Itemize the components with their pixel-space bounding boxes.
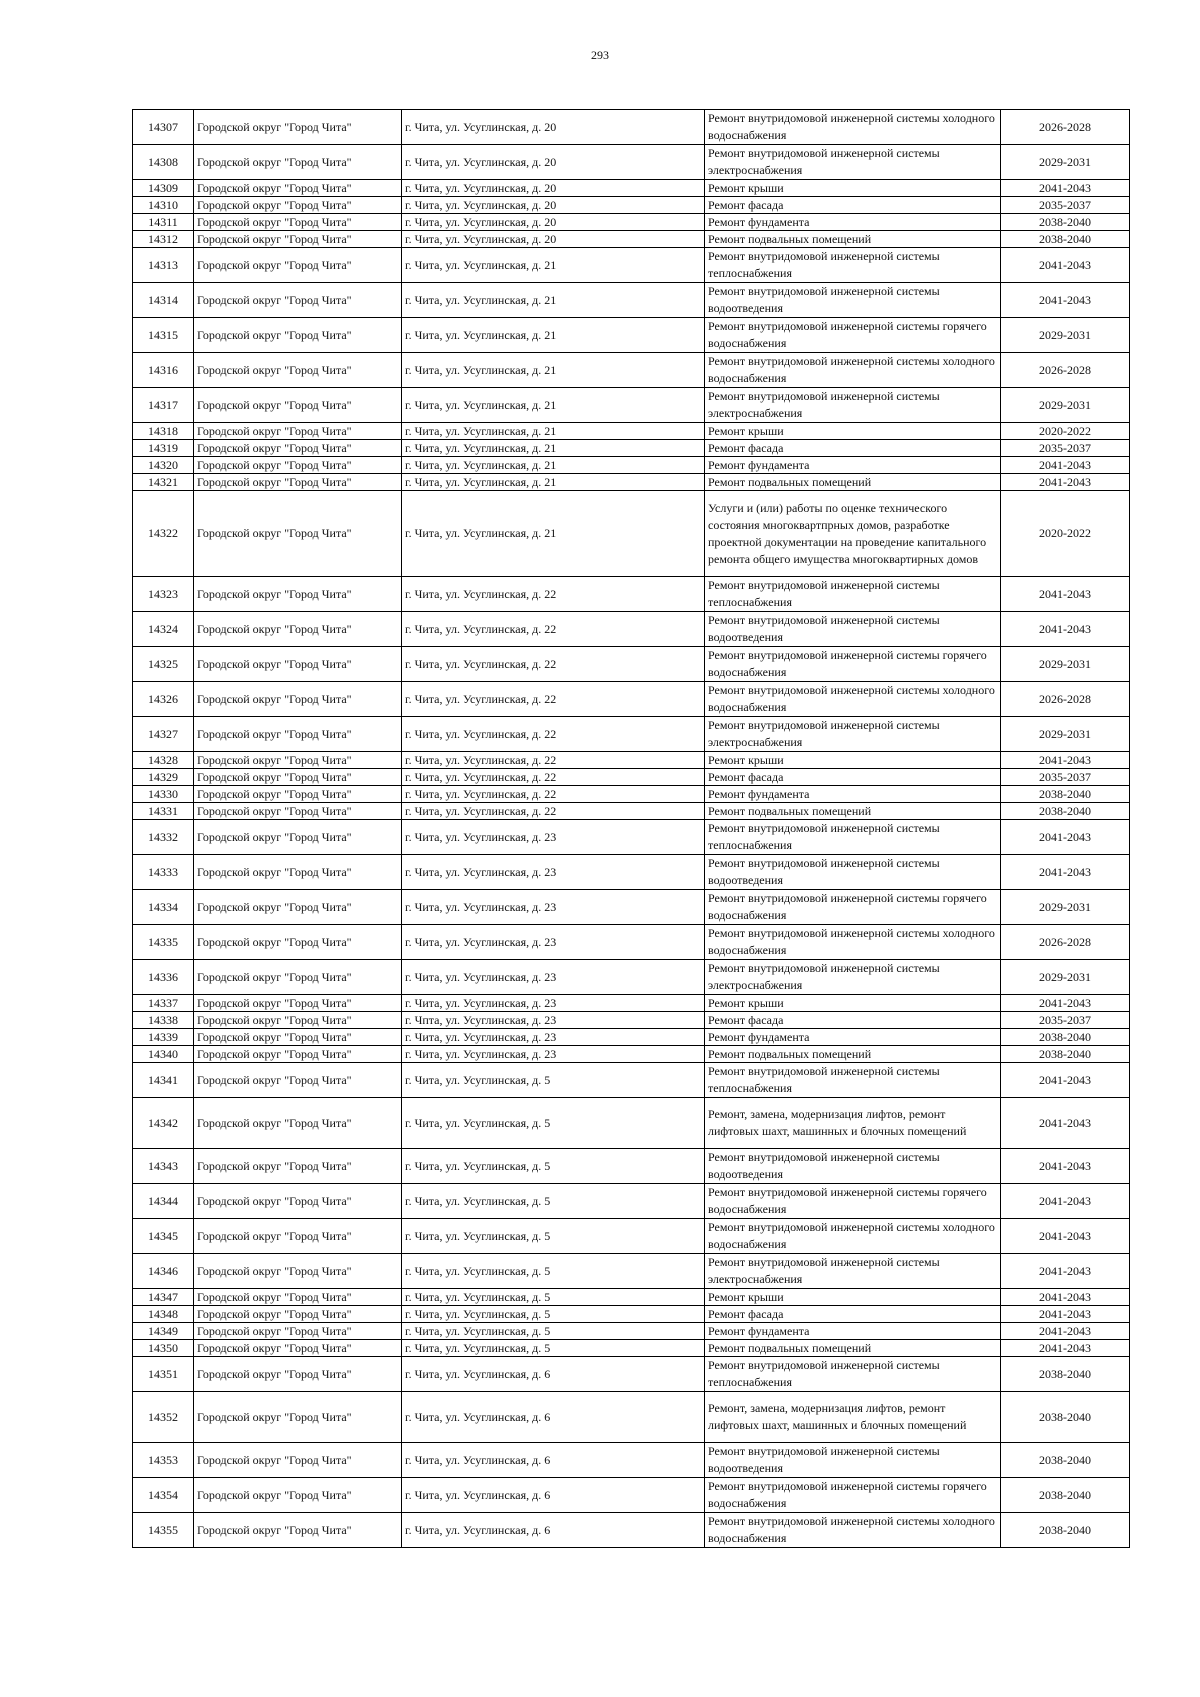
work-type-cell: Ремонт фасада: [705, 197, 1001, 214]
municipality-cell: Городской округ "Город Чита": [194, 647, 402, 682]
table-row: [133, 491, 1130, 577]
table-row: [133, 1513, 1130, 1548]
table-row: [133, 647, 1130, 682]
work-type-cell: Ремонт внутридомовой инженерной системы электроснабжения: [705, 145, 1001, 180]
municipality-cell: Городской округ "Город Чита": [194, 145, 402, 180]
repair-schedule-table: [132, 109, 1130, 1548]
row-number-cell: 14331: [133, 803, 194, 820]
period-cell: 2041-2043: [1001, 1063, 1130, 1098]
period-cell: 2035-2037: [1001, 769, 1130, 786]
work-type-cell: Ремонт фасада: [705, 769, 1001, 786]
municipality-cell: Городской округ "Город Чита": [194, 1149, 402, 1184]
address-cell: г. Чита, ул. Усуглинская, д. 23: [402, 925, 705, 960]
period-cell: 2041-2043: [1001, 248, 1130, 283]
table-row: [133, 1012, 1130, 1029]
row-number-cell: 14318: [133, 423, 194, 440]
table-row: [133, 457, 1130, 474]
address-cell: г. Чита, ул. Усуглинская, д. 20: [402, 145, 705, 180]
address-cell: г. Чита, ул. Усуглинская, д. 21: [402, 283, 705, 318]
work-type-cell: Ремонт внутридомовой инженерной системы водоотведения: [705, 283, 1001, 318]
row-number-cell: 14343: [133, 1149, 194, 1184]
work-type-cell: Ремонт внутридомовой инженерной системы теплоснабжения: [705, 820, 1001, 855]
address-cell: г. Чита, ул. Усуглинская, д. 23: [402, 890, 705, 925]
work-type-cell: Ремонт фундамента: [705, 214, 1001, 231]
table-row: [133, 1340, 1130, 1357]
address-cell: г. Чита, ул. Усуглинская, д. 5: [402, 1063, 705, 1098]
municipality-cell: Городской округ "Город Чита": [194, 180, 402, 197]
work-type-cell: Ремонт внутридомовой инженерной системы водоотведения: [705, 855, 1001, 890]
work-type-cell: Ремонт крыши: [705, 1289, 1001, 1306]
municipality-cell: Городской округ "Город Чита": [194, 577, 402, 612]
row-number-cell: 14321: [133, 474, 194, 491]
table-row: [133, 388, 1130, 423]
work-type-cell: Ремонт фундамента: [705, 457, 1001, 474]
table-row: [133, 1219, 1130, 1254]
municipality-cell: Городской округ "Город Чита": [194, 1392, 402, 1443]
work-type-cell: Ремонт внутридомовой инженерной системы водоотведения: [705, 1443, 1001, 1478]
work-type-cell: Ремонт внутридомовой инженерной системы холодного водоснабжения: [705, 925, 1001, 960]
municipality-cell: Городской округ "Город Чита": [194, 1219, 402, 1254]
table-row: [133, 995, 1130, 1012]
table-row: [133, 960, 1130, 995]
table-row: [133, 925, 1130, 960]
municipality-cell: Городской округ "Город Чита": [194, 1046, 402, 1063]
municipality-cell: Городской округ "Город Чита": [194, 1012, 402, 1029]
row-number-cell: 14333: [133, 855, 194, 890]
row-number-cell: 14312: [133, 231, 194, 248]
address-cell: г. Чита, ул. Усуглинская, д. 20: [402, 180, 705, 197]
address-cell: г. Чита, ул. Усуглинская, д. 21: [402, 474, 705, 491]
municipality-cell: Городской округ "Город Чита": [194, 682, 402, 717]
address-cell: г. Чита, ул. Усуглинская, д. 5: [402, 1184, 705, 1219]
work-type-cell: Ремонт крыши: [705, 995, 1001, 1012]
row-number-cell: 14327: [133, 717, 194, 752]
municipality-cell: Городской округ "Город Чита": [194, 1098, 402, 1149]
address-cell: г. Чита, ул. Усуглинская, д. 22: [402, 752, 705, 769]
table-row: [133, 353, 1130, 388]
row-number-cell: 14350: [133, 1340, 194, 1357]
municipality-cell: Городской округ "Город Чита": [194, 890, 402, 925]
row-number-cell: 14355: [133, 1513, 194, 1548]
row-number-cell: 14347: [133, 1289, 194, 1306]
address-cell: г. Чита, ул. Усуглинская, д. 21: [402, 248, 705, 283]
table-row: [133, 1098, 1130, 1149]
work-type-cell: Ремонт внутридомовой инженерной системы холодного водоснабжения: [705, 110, 1001, 145]
work-type-cell: Ремонт внутридомовой инженерной системы электроснабжения: [705, 1254, 1001, 1289]
work-type-cell: Ремонт подвальных помещений: [705, 1046, 1001, 1063]
address-cell: г. Чита, ул. Усуглинская, д. 21: [402, 388, 705, 423]
municipality-cell: Городской округ "Город Чита": [194, 1289, 402, 1306]
table-row: [133, 1357, 1130, 1392]
page-number: 293: [591, 48, 609, 62]
table-row: [133, 283, 1130, 318]
row-number-cell: 14323: [133, 577, 194, 612]
period-cell: 2041-2043: [1001, 752, 1130, 769]
address-cell: г. Чита, ул. Усуглинская, д. 20: [402, 214, 705, 231]
period-cell: 2035-2037: [1001, 197, 1130, 214]
row-number-cell: 14330: [133, 786, 194, 803]
address-cell: г. Чита, ул. Усуглинская, д. 5: [402, 1289, 705, 1306]
address-cell: г. Чита, ул. Усуглинская, д. 6: [402, 1443, 705, 1478]
period-cell: 2035-2037: [1001, 440, 1130, 457]
work-type-cell: Ремонт фундамента: [705, 786, 1001, 803]
municipality-cell: Городской округ "Город Чита": [194, 231, 402, 248]
municipality-cell: Городской округ "Город Чита": [194, 855, 402, 890]
period-cell: 2026-2028: [1001, 925, 1130, 960]
work-type-cell: Ремонт внутридомовой инженерной системы горячего водоснабжения: [705, 1478, 1001, 1513]
address-cell: г. Чита, ул. Усуглинская, д. 5: [402, 1254, 705, 1289]
row-number-cell: 14346: [133, 1254, 194, 1289]
municipality-cell: Городской округ "Город Чита": [194, 717, 402, 752]
address-cell: г. Чита, ул. Усуглинская, д. 5: [402, 1340, 705, 1357]
work-type-cell: Ремонт внутридомовой инженерной системы теплоснабжения: [705, 1357, 1001, 1392]
row-number-cell: 14329: [133, 769, 194, 786]
municipality-cell: Городской округ "Город Чита": [194, 110, 402, 145]
period-cell: 2029-2031: [1001, 388, 1130, 423]
period-cell: 2026-2028: [1001, 110, 1130, 145]
address-cell: г. Чита, ул. Усуглинская, д. 23: [402, 1029, 705, 1046]
address-cell: г. Чита, ул. Усуглинская, д. 23: [402, 960, 705, 995]
row-number-cell: 14317: [133, 388, 194, 423]
row-number-cell: 14315: [133, 318, 194, 353]
work-type-cell: Ремонт подвальных помещений: [705, 803, 1001, 820]
address-cell: г. Чита, ул. Усуглинская, д. 5: [402, 1323, 705, 1340]
municipality-cell: Городской округ "Город Чита": [194, 440, 402, 457]
period-cell: 2038-2040: [1001, 1357, 1130, 1392]
table-row: [133, 890, 1130, 925]
municipality-cell: Городской округ "Город Чита": [194, 1478, 402, 1513]
table-row: [133, 1443, 1130, 1478]
period-cell: 2041-2043: [1001, 1149, 1130, 1184]
work-type-cell: Ремонт внутридомовой инженерной системы водоотведения: [705, 1149, 1001, 1184]
address-cell: г. Чита, ул. Усуглинская, д. 22: [402, 786, 705, 803]
address-cell: г. Чпта, ул. Усуглинская, д. 23: [402, 1012, 705, 1029]
municipality-cell: Городской округ "Город Чита": [194, 1323, 402, 1340]
municipality-cell: Городской округ "Город Чита": [194, 491, 402, 577]
period-cell: 2038-2040: [1001, 1392, 1130, 1443]
municipality-cell: Городской округ "Город Чита": [194, 353, 402, 388]
row-number-cell: 14320: [133, 457, 194, 474]
address-cell: г. Чита, ул. Усуглинская, д. 22: [402, 769, 705, 786]
address-cell: г. Чита, ул. Усуглинская, д. 21: [402, 457, 705, 474]
table-row: [133, 1306, 1130, 1323]
work-type-cell: Ремонт внутридомовой инженерной системы холодного водоснабжения: [705, 353, 1001, 388]
row-number-cell: 14319: [133, 440, 194, 457]
work-type-cell: Ремонт внутридомовой инженерной системы электроснабжения: [705, 388, 1001, 423]
address-cell: г. Чита, ул. Усуглинская, д. 23: [402, 820, 705, 855]
address-cell: г. Чита, ул. Усуглинская, д. 22: [402, 717, 705, 752]
table-row: [133, 786, 1130, 803]
period-cell: 2029-2031: [1001, 647, 1130, 682]
table-body: [133, 110, 1130, 1548]
row-number-cell: 14337: [133, 995, 194, 1012]
work-type-cell: Ремонт внутридомовой инженерной системы горячего водоснабжения: [705, 890, 1001, 925]
address-cell: г. Чита, ул. Усуглинская, д. 21: [402, 491, 705, 577]
municipality-cell: Городской округ "Город Чита": [194, 283, 402, 318]
row-number-cell: 14325: [133, 647, 194, 682]
row-number-cell: 14313: [133, 248, 194, 283]
period-cell: 2041-2043: [1001, 1219, 1130, 1254]
work-type-cell: Ремонт крыши: [705, 752, 1001, 769]
municipality-cell: Городской округ "Город Чита": [194, 1254, 402, 1289]
municipality-cell: Городской округ "Город Чита": [194, 786, 402, 803]
table-row: [133, 474, 1130, 491]
address-cell: г. Чита, ул. Усуглинская, д. 21: [402, 440, 705, 457]
period-cell: 2041-2043: [1001, 1340, 1130, 1357]
table-row: [133, 717, 1130, 752]
period-cell: 2041-2043: [1001, 612, 1130, 647]
table-row: [133, 180, 1130, 197]
period-cell: 2029-2031: [1001, 717, 1130, 752]
work-type-cell: Ремонт фасада: [705, 1306, 1001, 1323]
municipality-cell: Городской округ "Город Чита": [194, 1184, 402, 1219]
work-type-cell: Ремонт фасада: [705, 440, 1001, 457]
period-cell: 2029-2031: [1001, 960, 1130, 995]
row-number-cell: 14316: [133, 353, 194, 388]
table-row: [133, 820, 1130, 855]
table-row: [133, 769, 1130, 786]
address-cell: г. Чита, ул. Усуглинская, д. 6: [402, 1478, 705, 1513]
work-type-cell: Ремонт внутридомовой инженерной системы водоотведения: [705, 612, 1001, 647]
municipality-cell: Городской округ "Город Чита": [194, 474, 402, 491]
address-cell: г. Чита, ул. Усуглинская, д. 5: [402, 1306, 705, 1323]
period-cell: 2041-2043: [1001, 1289, 1130, 1306]
address-cell: г. Чита, ул. Усуглинская, д. 20: [402, 231, 705, 248]
address-cell: г. Чита, ул. Усуглинская, д. 6: [402, 1513, 705, 1548]
table-row: [133, 1254, 1130, 1289]
row-number-cell: 14310: [133, 197, 194, 214]
row-number-cell: 14354: [133, 1478, 194, 1513]
work-type-cell: Ремонт внутридомовой инженерной системы горячего водоснабжения: [705, 647, 1001, 682]
municipality-cell: Городской округ "Город Чита": [194, 1063, 402, 1098]
period-cell: 2038-2040: [1001, 803, 1130, 820]
row-number-cell: 14352: [133, 1392, 194, 1443]
municipality-cell: Городской округ "Город Чита": [194, 803, 402, 820]
municipality-cell: Городской округ "Город Чита": [194, 423, 402, 440]
work-type-cell: Ремонт внутридомовой инженерной системы горячего водоснабжения: [705, 1184, 1001, 1219]
table-row: [133, 1478, 1130, 1513]
period-cell: 2020-2022: [1001, 423, 1130, 440]
row-number-cell: 14336: [133, 960, 194, 995]
address-cell: г. Чита, ул. Усуглинская, д. 23: [402, 1046, 705, 1063]
table-row: [133, 1149, 1130, 1184]
row-number-cell: 14338: [133, 1012, 194, 1029]
work-type-cell: Ремонт внутридомовой инженерной системы холодного водоснабжения: [705, 1219, 1001, 1254]
municipality-cell: Городской округ "Город Чита": [194, 1340, 402, 1357]
address-cell: г. Чита, ул. Усуглинская, д. 21: [402, 318, 705, 353]
work-type-cell: Ремонт подвальных помещений: [705, 474, 1001, 491]
table-row: [133, 803, 1130, 820]
work-type-cell: Ремонт, замена, модернизация лифтов, ремонт лифтовых шахт, машинных и блочных помещений: [705, 1392, 1001, 1443]
row-number-cell: 14314: [133, 283, 194, 318]
work-type-cell: Ремонт внутридомовой инженерной системы горячего водоснабжения: [705, 318, 1001, 353]
period-cell: 2041-2043: [1001, 577, 1130, 612]
table-row: [133, 1184, 1130, 1219]
table-row: [133, 318, 1130, 353]
table-row: [133, 1029, 1130, 1046]
row-number-cell: 14340: [133, 1046, 194, 1063]
address-cell: г. Чита, ул. Усуглинская, д. 23: [402, 995, 705, 1012]
address-cell: г. Чита, ул. Усуглинская, д. 20: [402, 197, 705, 214]
address-cell: г. Чита, ул. Усуглинская, д. 6: [402, 1357, 705, 1392]
row-number-cell: 14341: [133, 1063, 194, 1098]
period-cell: 2041-2043: [1001, 995, 1130, 1012]
table-row: [133, 612, 1130, 647]
work-type-cell: Ремонт фундамента: [705, 1029, 1001, 1046]
table-row: [133, 752, 1130, 769]
municipality-cell: Городской округ "Город Чита": [194, 1357, 402, 1392]
period-cell: 2029-2031: [1001, 145, 1130, 180]
table-row: [133, 197, 1130, 214]
address-cell: г. Чита, ул. Усуглинская, д. 6: [402, 1392, 705, 1443]
row-number-cell: 14307: [133, 110, 194, 145]
address-cell: г. Чита, ул. Усуглинская, д. 22: [402, 647, 705, 682]
period-cell: 2041-2043: [1001, 1098, 1130, 1149]
municipality-cell: Городской округ "Город Чита": [194, 248, 402, 283]
work-type-cell: Услуги и (или) работы по оценке технического состояния многоквартпрных домов, разработке проектной документации на проведение капитального ремонта общего имущества многоквартирных домов: [705, 491, 1001, 577]
municipality-cell: Городской округ "Город Чита": [194, 752, 402, 769]
period-cell: 2041-2043: [1001, 1306, 1130, 1323]
period-cell: 2041-2043: [1001, 1254, 1130, 1289]
address-cell: г. Чита, ул. Усуглинская, д. 5: [402, 1219, 705, 1254]
work-type-cell: Ремонт крыши: [705, 423, 1001, 440]
table-row: [133, 214, 1130, 231]
table-row: [133, 855, 1130, 890]
work-type-cell: Ремонт внутридомовой инженерной системы холодного водоснабжения: [705, 1513, 1001, 1548]
table-row: [133, 1392, 1130, 1443]
row-number-cell: 14322: [133, 491, 194, 577]
period-cell: 2038-2040: [1001, 231, 1130, 248]
municipality-cell: Городской округ "Город Чита": [194, 995, 402, 1012]
period-cell: 2029-2031: [1001, 318, 1130, 353]
row-number-cell: 14344: [133, 1184, 194, 1219]
table-row: [133, 1063, 1130, 1098]
work-type-cell: Ремонт фундамента: [705, 1323, 1001, 1340]
period-cell: 2038-2040: [1001, 1513, 1130, 1548]
work-type-cell: Ремонт внутридомовой инженерной системы теплоснабжения: [705, 1063, 1001, 1098]
address-cell: г. Чита, ул. Усуглинская, д. 22: [402, 577, 705, 612]
address-cell: г. Чита, ул. Усуглинская, д. 22: [402, 682, 705, 717]
period-cell: 2041-2043: [1001, 474, 1130, 491]
work-type-cell: Ремонт, замена, модернизация лифтов, ремонт лифтовых шахт, машинных и блочных помещений: [705, 1098, 1001, 1149]
table-row: [133, 682, 1130, 717]
municipality-cell: Городской округ "Город Чита": [194, 612, 402, 647]
municipality-cell: Городской округ "Город Чита": [194, 388, 402, 423]
period-cell: 2041-2043: [1001, 1184, 1130, 1219]
row-number-cell: 14334: [133, 890, 194, 925]
municipality-cell: Городской округ "Город Чита": [194, 1029, 402, 1046]
address-cell: г. Чита, ул. Усуглинская, д. 21: [402, 423, 705, 440]
work-type-cell: Ремонт подвальных помещений: [705, 231, 1001, 248]
period-cell: 2041-2043: [1001, 457, 1130, 474]
municipality-cell: Городской округ "Город Чита": [194, 197, 402, 214]
work-type-cell: Ремонт внутридомовой инженерной системы холодного водоснабжения: [705, 682, 1001, 717]
work-type-cell: Ремонт фасада: [705, 1012, 1001, 1029]
municipality-cell: Городской округ "Город Чита": [194, 457, 402, 474]
work-type-cell: Ремонт внутридомовой инженерной системы теплоснабжения: [705, 248, 1001, 283]
municipality-cell: Городской округ "Город Чита": [194, 925, 402, 960]
address-cell: г. Чита, ул. Усуглинская, д. 22: [402, 803, 705, 820]
municipality-cell: Городской округ "Город Чита": [194, 820, 402, 855]
period-cell: 2041-2043: [1001, 283, 1130, 318]
period-cell: 2035-2037: [1001, 1012, 1130, 1029]
municipality-cell: Городской округ "Город Чита": [194, 214, 402, 231]
table-row: [133, 248, 1130, 283]
table-row: [133, 145, 1130, 180]
work-type-cell: Ремонт внутридомовой инженерной системы электроснабжения: [705, 717, 1001, 752]
municipality-cell: Городской округ "Город Чита": [194, 769, 402, 786]
municipality-cell: Городской округ "Город Чита": [194, 960, 402, 995]
row-number-cell: 14348: [133, 1306, 194, 1323]
address-cell: г. Чита, ул. Усуглинская, д. 21: [402, 353, 705, 388]
period-cell: 2041-2043: [1001, 1323, 1130, 1340]
row-number-cell: 14332: [133, 820, 194, 855]
period-cell: 2038-2040: [1001, 786, 1130, 803]
address-cell: г. Чита, ул. Усуглинская, д. 22: [402, 612, 705, 647]
address-cell: г. Чита, ул. Усуглинская, д. 5: [402, 1098, 705, 1149]
period-cell: 2029-2031: [1001, 890, 1130, 925]
period-cell: 2038-2040: [1001, 214, 1130, 231]
period-cell: 2020-2022: [1001, 491, 1130, 577]
row-number-cell: 14326: [133, 682, 194, 717]
table-row: [133, 577, 1130, 612]
row-number-cell: 14342: [133, 1098, 194, 1149]
row-number-cell: 14351: [133, 1357, 194, 1392]
municipality-cell: Городской округ "Город Чита": [194, 318, 402, 353]
work-type-cell: Ремонт внутридомовой инженерной системы теплоснабжения: [705, 577, 1001, 612]
row-number-cell: 14311: [133, 214, 194, 231]
municipality-cell: Городской округ "Город Чита": [194, 1513, 402, 1548]
table-row: [133, 440, 1130, 457]
row-number-cell: 14328: [133, 752, 194, 769]
period-cell: 2041-2043: [1001, 180, 1130, 197]
work-type-cell: Ремонт подвальных помещений: [705, 1340, 1001, 1357]
address-cell: г. Чита, ул. Усуглинская, д. 23: [402, 855, 705, 890]
period-cell: 2041-2043: [1001, 855, 1130, 890]
table-row: [133, 231, 1130, 248]
period-cell: 2038-2040: [1001, 1478, 1130, 1513]
work-type-cell: Ремонт внутридомовой инженерной системы электроснабжения: [705, 960, 1001, 995]
period-cell: 2041-2043: [1001, 820, 1130, 855]
row-number-cell: 14335: [133, 925, 194, 960]
period-cell: 2026-2028: [1001, 682, 1130, 717]
period-cell: 2038-2040: [1001, 1029, 1130, 1046]
table-row: [133, 423, 1130, 440]
work-type-cell: Ремонт крыши: [705, 180, 1001, 197]
address-cell: г. Чита, ул. Усуглинская, д. 20: [402, 110, 705, 145]
row-number-cell: 14309: [133, 180, 194, 197]
period-cell: 2038-2040: [1001, 1046, 1130, 1063]
table-row: [133, 1046, 1130, 1063]
table-row: [133, 1323, 1130, 1340]
row-number-cell: 14339: [133, 1029, 194, 1046]
municipality-cell: Городской округ "Город Чита": [194, 1306, 402, 1323]
row-number-cell: 14345: [133, 1219, 194, 1254]
row-number-cell: 14308: [133, 145, 194, 180]
period-cell: 2038-2040: [1001, 1443, 1130, 1478]
row-number-cell: 14324: [133, 612, 194, 647]
period-cell: 2026-2028: [1001, 353, 1130, 388]
municipality-cell: Городской округ "Город Чита": [194, 1443, 402, 1478]
table-row: [133, 110, 1130, 145]
row-number-cell: 14349: [133, 1323, 194, 1340]
table-row: [133, 1289, 1130, 1306]
row-number-cell: 14353: [133, 1443, 194, 1478]
address-cell: г. Чита, ул. Усуглинская, д. 5: [402, 1149, 705, 1184]
